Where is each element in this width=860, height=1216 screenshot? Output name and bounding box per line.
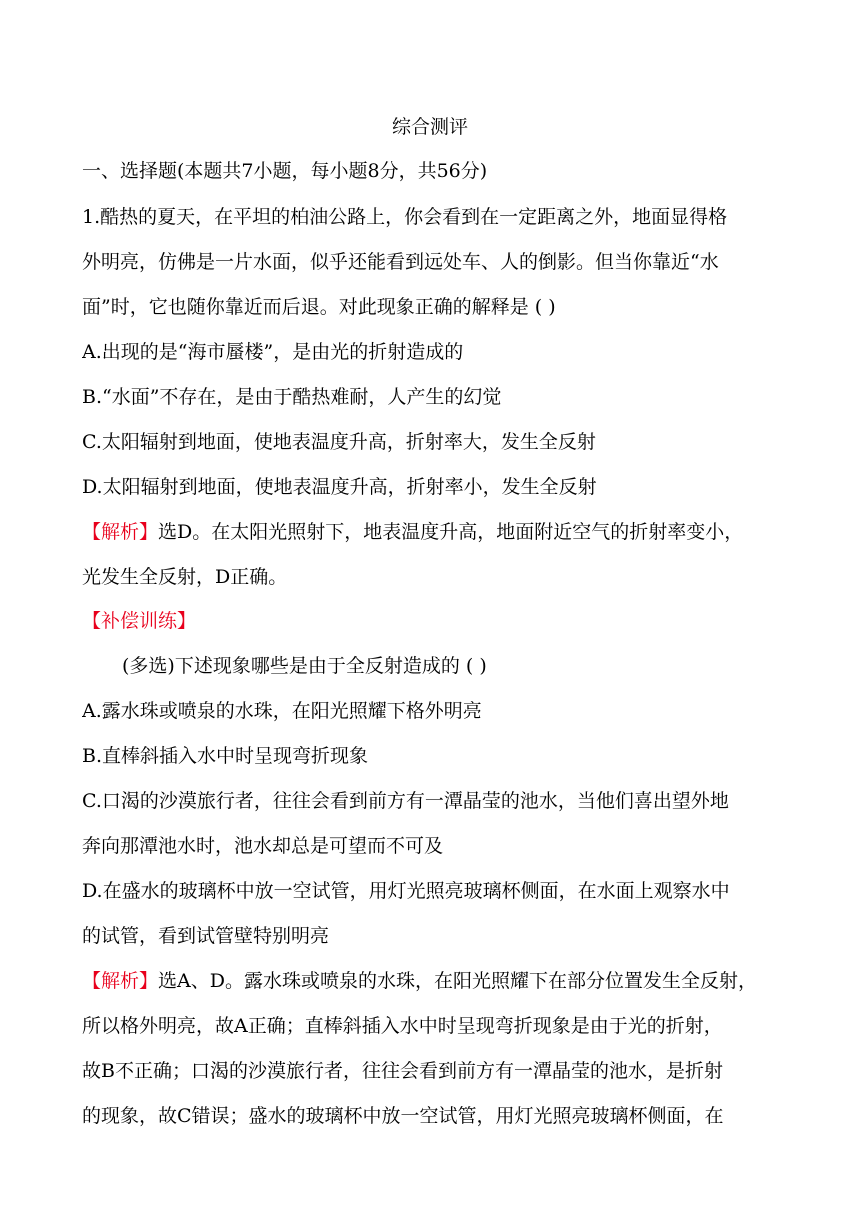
q2-option-c-line-1: C.口渴的沙漠旅行者，往往会看到前方有一潭晶莹的池水，当他们喜出望外地 [82,790,729,812]
q2-option-d-line-2: 的试管，看到试管壁特别明亮 [82,925,330,947]
q1-option-d: D.太阳辐射到地面，使地表温度升高，折射率小，发生全反射 [82,476,597,498]
q1-option-b: B.“水面”不存在，是由于酷热难耐，人产生的幻觉 [82,386,502,408]
analysis-tag: 【解析】 [82,970,159,992]
q1-option-a: A.出现的是“海市蜃楼”，是由光的折射造成的 [82,341,464,363]
q2-analysis-line-4: 的现象，故C错误；盛水的玻璃杯中放一空试管，用灯光照亮玻璃杯侧面，在 [82,1105,724,1127]
q1-option-c: C.太阳辐射到地面，使地表温度升高，折射率大，发生全反射 [82,431,596,453]
q1-stem-line-3: 面”时，它也随你靠近而后退。对此现象正确的解释是 ( ) [82,296,556,318]
q1-analysis-line-1 [82,519,782,545]
section-heading: 一、选择题(本题共7小题，每小题8分，共56分) [82,160,488,182]
q2-option-d-line-1: D.在盛水的玻璃杯中放一空试管，用灯光照亮玻璃杯侧面，在水面上观察水中 [82,880,730,902]
q2-stem: (多选)下述现象哪些是由于全反射造成的 ( ) [122,655,487,677]
q2-option-a: A.露水珠或喷泉的水珠，在阳光照耀下格外明亮 [82,700,482,722]
q1-stem-line-1: 1.酷热的夏天，在平坦的柏油公路上，你会看到在一定距离之外，地面显得格 [82,206,728,228]
q2-option-c-line-2: 奔向那潭池水时，池水却总是可望而不可及 [82,835,444,857]
analysis-tag: 【解析】 [82,521,159,543]
q2-analysis-text-1: 选A、D。露水珠或喷泉的水珠，在阳光照耀下在部分位置发生全反射， [158,970,757,992]
q1-analysis-text-1: 选D。在太阳光照射下，地表温度升高，地面附近空气的折射率变小， [158,521,744,543]
q1-stem-line-2: 外明亮，仿佛是一片水面，似乎还能看到远处车、人的倒影。但当你靠近“水 [82,251,719,273]
q2-analysis-line-1 [82,968,782,994]
q2-analysis-line-3: 故B不正确；口渴的沙漠旅行者，往往会看到前方有一潭晶莹的池水，是折射 [82,1060,723,1082]
q1-analysis-line-2: 光发生全反射，D正确。 [82,566,288,588]
q2-option-b: B.直棒斜插入水中时呈现弯折现象 [82,745,369,767]
supplement-heading: 【补偿训练】 [82,610,197,632]
q2-analysis-line-2: 所以格外明亮，故A正确；直棒斜插入水中时呈现弯折现象是由于光的折射， [82,1015,723,1037]
page-title: 综合测评 [391,116,468,138]
